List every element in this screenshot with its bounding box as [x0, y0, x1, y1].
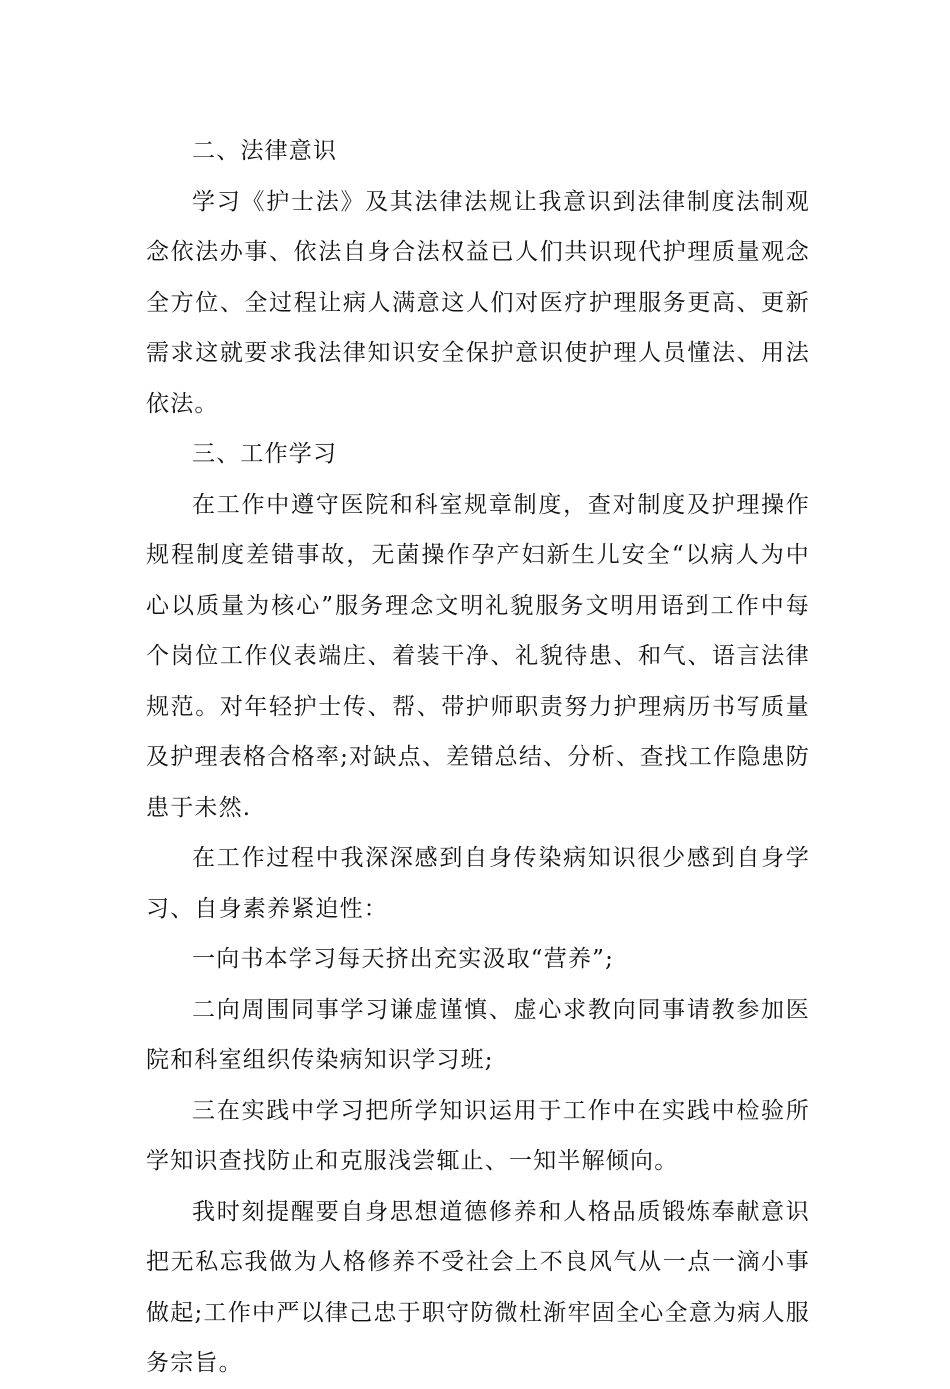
- section-heading-legal-awareness: 二、法律意识: [192, 138, 338, 164]
- paragraph-self-learning: 在工作过程中我深深感到自身传染病知识很少感到自身学习、自身素养紧迫性：: [146, 845, 810, 922]
- paragraph-learn-in-practice: 三在实践中学习把所学知识运用于工作中在实践中检验所学知识查找防止和克服浅尝辄止、一知半解倾向。: [146, 1097, 810, 1174]
- paragraph-learn-from-books: 一向书本学习每天挤出充实汲取“营养”;: [192, 946, 615, 972]
- section-heading-work-study: 三、工作学习: [192, 441, 338, 467]
- paragraph-work-rules: 在工作中遵守医院和科室规章制度，查对制度及护理操作规程制度差错事故，无菌操作孕产妇新生儿安全“以病人为中心以质量为核心”服务理念文明礼貌服务文明用语到工作中每个岗位工作仪表端庄、着装干净、礼貌待患、和气、语言法律规范。对年轻护士传、帮、带护师职责努力护理病历书写质量及护理表格合格率;对缺点、差错总结、分析、查找工作隐患防患于未然.: [146, 491, 810, 821]
- paragraph-legal-study: 学习《护士法》及其法律法规让我意识到法律制度法制观念依法办事、依法自身合法权益已人们共识现代护理质量观念全方位、全过程让病人满意这人们对医疗护理服务更高、更新需求这就要求我法律知识安全保护意识使护理人员懂法、用法依法。: [146, 188, 810, 417]
- paragraph-learn-from-colleagues: 二向周围同事学习谦虚谨慎、虚心求教向同事请教参加医院和科室组织传染病知识学习班;: [146, 996, 810, 1073]
- document-body: [146, 126, 810, 1389]
- paragraph-moral-cultivation: 我时刻提醒要自身思想道德修养和人格品质锻炼奉献意识把无私忘我做为人格修养不受社会上不良风气从一点一滴小事做起;工作中严以律己忠于职守防微杜渐牢固全心全意为病人服务宗旨。: [146, 1198, 810, 1376]
